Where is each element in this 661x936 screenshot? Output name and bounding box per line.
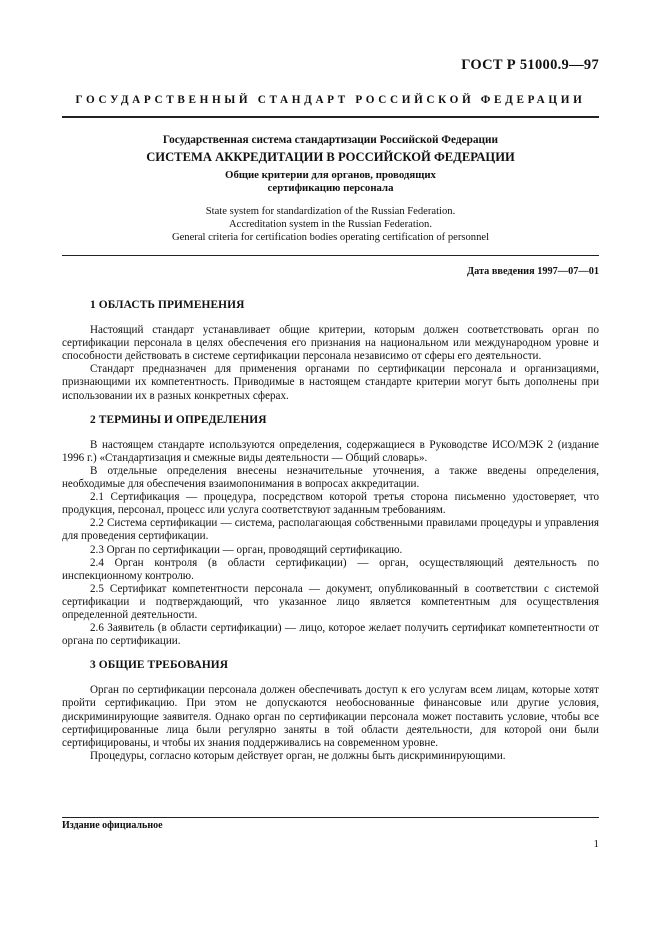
title-line-3a: Общие критерии для органов, проводящих [225, 169, 436, 181]
document-code: ГОСТ Р 51000.9—97 [461, 57, 599, 73]
paragraph: Настоящий стандарт устанавливает общие критерии, которым должен соответствовать орган по сертификации персонала в целях обеспечения его признания на национальном или международном уровне и способности действовать в системе сертификации персонала независимо от сферы его деятельности. [62, 324, 599, 363]
english-title-block [62, 205, 599, 245]
definition-2-5: 2.5 Сертификат компетентности персонала — документ, опубликованный в соответствии с системой сертификации и подтверждающий, что указанное лицо является компетентным для осуществления определенной деятельности. [62, 582, 599, 621]
definition-2-6: 2.6 Заявитель (в области сертификации) — лицо, которое желает получить сертификат компетентности от органа по сертификации. [62, 622, 599, 648]
title-line-3b: сертификацию персонала [267, 182, 394, 194]
english-title-line-2: Accreditation system in the Russian Federation. [228, 219, 432, 231]
english-title-line-1: State system for standardization of the Russian Federation. [205, 206, 456, 217]
top-divider [62, 116, 599, 118]
paragraph: Процедуры, согласно которым действует орган, не должны быть дискриминирующими. [90, 749, 506, 762]
title-block [62, 133, 599, 195]
standard-label: ГОСУДАРСТВЕННЫЙ СТАНДАРТ РОССИЙСКОЙ ФЕДЕРАЦИИ [75, 94, 586, 106]
section-3-heading: 3 ОБЩИЕ ТРЕБОВАНИЯ [90, 659, 229, 672]
definition-2-2: 2.2 Система сертификации — система, располагающая собственными правилами процедуры и управления для проведения сертификации. [62, 517, 599, 543]
paragraph: В настоящем стандарте используются определения, содержащиеся в Руководстве ИСО/МЭК 2 (издание 1996 г.) «Стандартизация и смежные виды деятельности — Общий словарь». [62, 438, 599, 464]
paragraph: В отдельные определения внесены незначительные уточнения, а также введены определения, необходимые для обеспечения взаимопонимания в вопросах аккредитации. [62, 464, 599, 491]
main-content [62, 299, 599, 763]
paragraph: Стандарт предназначен для применения органами по сертификации персонала и организациями, признающими их компетентность. Приводимые в настоящем стандарте критерии могут быть дополнены при использовании их в разных конкретных сферах. [62, 363, 599, 402]
page-number: 1 [593, 838, 599, 850]
effective-date: Дата введения 1997—07—01 [467, 266, 599, 277]
title-line-2: СИСТЕМА АККРЕДИТАЦИИ В РОССИЙСКОЙ ФЕДЕРАЦИИ [146, 150, 515, 164]
definition-2-1: 2.1 Сертификация — процедура, посредством которой третья сторона письменно удостоверяет, что продукция, персонал, процесс или услуга соответствуют заданным требованиям. [62, 491, 599, 517]
edition-label: Издание официальное [62, 820, 163, 831]
definition-2-4: 2.4 Орган контроля (в области сертификации) — орган, осуществляющий деятельность по инспекционному контролю. [62, 556, 599, 582]
english-title-line-3: General criteria for certification bodies operating certification of personnel [171, 232, 490, 244]
section-1-heading: 1 ОБЛАСТЬ ПРИМЕНЕНИЯ [90, 299, 245, 311]
definition-2-3: 2.3 Орган по сертификации — орган, проводящий сертификацию. [90, 543, 403, 556]
section-2-heading: 2 ТЕРМИНЫ И ОПРЕДЕЛЕНИЯ [90, 413, 267, 426]
footer-divider [62, 817, 599, 818]
title-line-1: Государственная система стандартизации Российской Федерации [162, 134, 499, 146]
paragraph: Орган по сертификации персонала должен обеспечивать доступ к его услугам всем лицам, которые хотят пройти сертификацию. При этом не допускаются необоснованные финансовые или другие условия, дискриминирующие заявителя. Однако орган по сертификации персонала может поставить условие, чтобы все сертифицированные лица были регулярно заняты в той области деятельности, для которой они были сертифицированы, и чтобы их знания поддерживались на современном уровне. [62, 684, 599, 749]
title-divider [62, 255, 599, 256]
